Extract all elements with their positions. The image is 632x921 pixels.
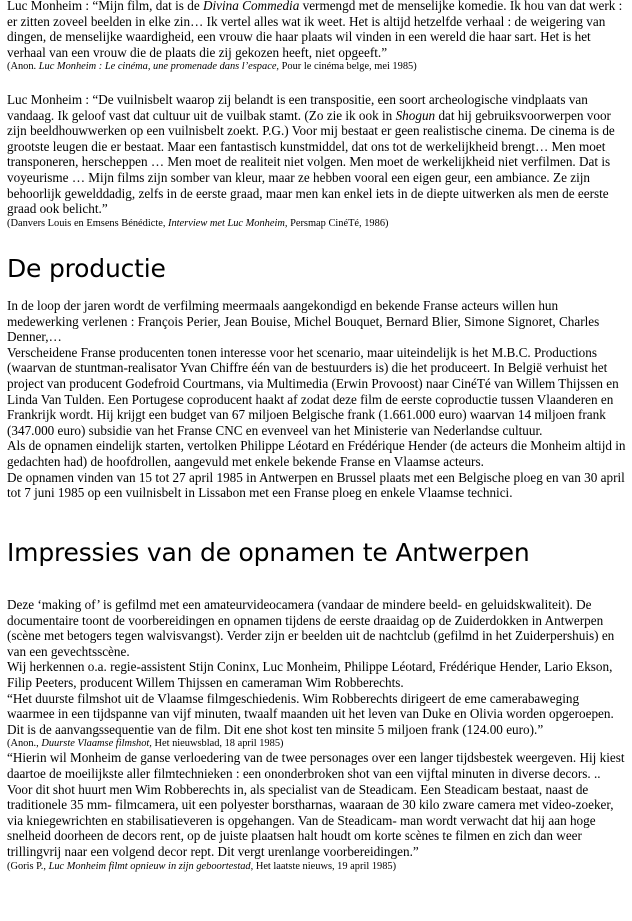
quote-source xyxy=(7,737,627,750)
source-text: (Anon. xyxy=(7,61,39,73)
quote-text: dat hij gebruiksvoorwerpen voor zijn beeldhouwwerken op een vuilnisbelt zoekt. P.G.) Voor mij bestaat er geen realistische cinema. De cinema is de grootste leugen die er bestaat. Maar een fantastisch kunstmiddel, dat ons tot de werkelijkheid brengt… Men moet transponeren, herscheppen … Men moet de realiteit niet volgen. Men moet de werkelijkheid niet verfilmen. Dat is voyeurisme … Mijn films zijn somber van kleur, maar ze hebben vooral een eigen geur, een ambiance. Ze zijn behoorlijk gewelddadig, zelfs in de eerste graad, maar men kan enkel iets in de diepte uitwerken als men de eerste graad ook belicht.” xyxy=(7,107,615,217)
paragraph: De opnamen vinden van 15 tot 27 april 1985 in Antwerpen en Brussel plaats met een Belgische ploeg en van 30 april tot 7 juni 1985 op een vuilnisbelt in Lissabon met een Franse ploeg en enkele Vlaamse technici. xyxy=(7,469,625,501)
quote-block-1 xyxy=(7,0,627,73)
quote-paragraph xyxy=(7,0,627,60)
quote-text: : “Mijn film, dat is de xyxy=(85,0,203,13)
source-title-italic: Interview met Luc Monheim, xyxy=(168,217,288,229)
source-text: Persmap CinéTé, 1986) xyxy=(287,217,389,229)
quote-title-italic: Divina Commedia xyxy=(202,0,300,13)
section-heading-productie: De productie xyxy=(7,254,166,283)
paragraph: Deze ‘making of’ is gefilmd met een amateurvideocamera (vandaar de mindere beeld- en geluidskwaliteit). De documentaire toont de voorbereidingen en opnamen tijdens de eerste draaidag op de Zuiderdokken in Antwerpen (scène met betogers tegen walvisvangst). Verder zijn er beelden uit de nachtclub (gefilmd in het Zuiderpershuis) en van een gevechtsscène. xyxy=(7,597,615,659)
paragraph: Als de opnamen eindelijk starten, vertolken Philippe Léotard en Frédérique Hender (de acteurs die Monheim altijd in gedachten had) de hoofdrollen, aangevuld met enkele bekende Franse en Vlaamse acteurs. xyxy=(7,438,626,469)
quote-speaker: Luc Monheim xyxy=(7,0,83,13)
source-text: Pour le cinéma belge, mei 1985) xyxy=(279,61,417,73)
paragraph: Verscheidene Franse producenten tonen interesse voor het scenario, maar uiteindelijk is het M.B.C. Productions (waarvan de stuntman-realisator Yvan Chiffre één van de bestuurders is) die het produceert. In België verhuist het project van producent Godefroid Courtmans, via Multimedia (Erwin Provoost) naar CinéTé van Willem Thijssen en Linda Van Tulden. Een Portugese coproducent haakt af zodat deze film de eerste coproductie tussen Vlaanderen en Frankrijk wordt. Hij krijgt een budget van 67 miljoen Belgische frank (1.661.000 euro) waarvan 14 miljoen frank (347.000 euro) subsidie van het Franse CNC en evenveel van het Ministerie van Nederlandse cultuur. xyxy=(7,344,619,438)
section-productie-body xyxy=(7,298,627,501)
quote-source xyxy=(7,860,627,873)
quote-title-italic: Shogun xyxy=(395,107,436,123)
source-text: Het nieuwsblad, 18 april 1985) xyxy=(151,738,284,750)
source-text: (Goris P., xyxy=(7,860,49,872)
source-title-italic: Luc Monheim filmt opnieuw in zijn geboortestad, xyxy=(48,860,254,872)
source-title-italic: Duurste Vlaamse filmshot, xyxy=(41,738,152,750)
source-text: (Danvers Louis en Emsens Bénédicte, xyxy=(7,217,169,229)
quote-text: vermengd met de menselijke komedie. Ik hou van dat werk : er zitten zoveel beelden in elke zin… Ik vertel alles wat ik weet. Het is altijd hetzelfde verhaal : de weigering van dingen, de menselijke waardigheid, een vrouw die haar plaats wil vinden in een wereld die haar sart. Het is het verhaal van een vrouw die de plaats die zij gekozen heeft, niet opgeeft.” xyxy=(7,0,623,60)
paragraph: Wij herkennen o.a. regie-assistent Stijn Coninx, Luc Monheim, Philippe Léotard, Frédérique Hender, Lario Ekson, Filip Peeters, producent Willem Thijssen en cameraman Wim Robberechts. xyxy=(7,659,613,690)
section-impressies-body xyxy=(7,597,627,873)
quote-paragraph xyxy=(7,92,627,217)
quote-source xyxy=(7,217,627,230)
paragraph: In de loop der jaren wordt de verfilming meermaals aangekondigd en bekende Franse acteurs willen hun medewerking verlenen : François Perier, Jean Bouise, Michel Bouquet, Bernard Blier, Simone Signoret, Charles Denner,… xyxy=(7,298,600,345)
source-text: Het laatste nieuws, 19 april 1985) xyxy=(253,860,397,872)
quote-source xyxy=(7,60,627,73)
source-text: (Anon., xyxy=(7,738,42,750)
quote-text: Luc Monheim : “De vuilnisbelt waarop zij belandt is een transpositie, een soort archeologische vindplaats van vandaag. Ik geloof vast dat cultuur uit de vuilbak stamt. (Zo zie ik ook in xyxy=(7,92,588,123)
source-title-italic: Luc Monheim : Le cinéma, une promenade dans l’espace, xyxy=(38,61,280,73)
quote-block-2 xyxy=(7,92,627,230)
section-heading-impressies: Impressies van de opnamen te Antwerpen xyxy=(7,538,530,567)
quote-paragraph: “Hierin wil Monheim de ganse verloedering van de twee personages over een langer tijdsbestek weergeven. Hij kiest daartoe de moeilijkste aller filmtechnieken : een ononderbroken shot van een vijftal minuten in diverse decors. .. Voor dit shot huurt men Wim Robberechts in, als specialist van de Steadicam. Een Steadicam bestaat, naast de traditionele 35 mm- filmcamera, uit een polyester borstharnas, waaraan de 30 kilo zware camera met video-zoeker, via kniegewrichten en stabilisatieveren is opgehangen. Van de Steadicam- man wordt verwacht dat hij aan hoge snelheid doorheen de decors rent, op de juiste plaatsen halt houdt om korte scènes te filmen en zich dan weer trillingvrij naar een volgend decor rept. Dit vergt urenlange voorbereidingen.” xyxy=(7,750,625,859)
quote-paragraph: “Het duurste filmshot uit de Vlaamse filmgeschiedenis. Wim Robberechts dirigeert de eme camerabaweging waarmee in een tijdspanne van vijf minuten, twaalf maanden uit het leven van Duke en Olivia worden opgeroepen. Dit is de aanvangssequentie van de film. Dit ene shot kost ten minsite 5 miljoen frank (124.00 euro).” xyxy=(7,690,614,737)
